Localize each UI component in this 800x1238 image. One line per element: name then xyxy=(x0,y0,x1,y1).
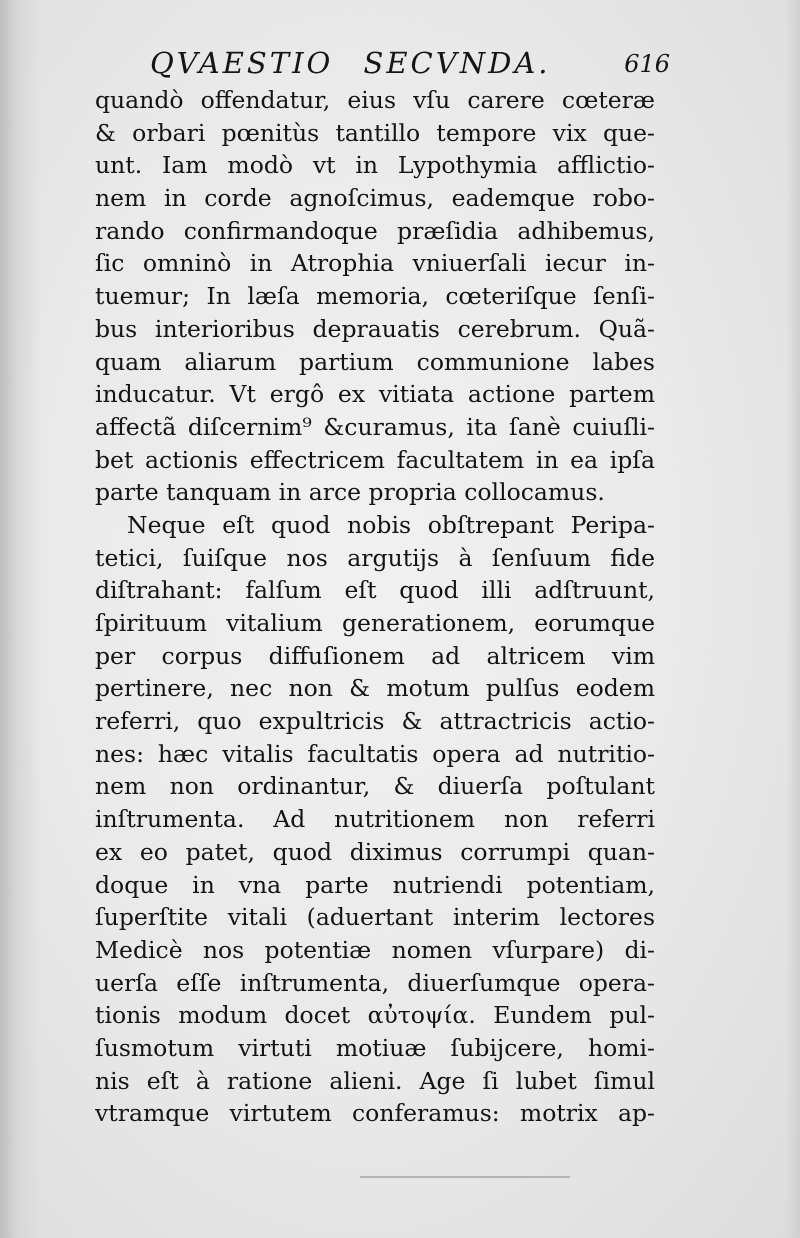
text-line: pertinere, nec non & motum pulſus eodem xyxy=(95,674,655,703)
text-line: quam aliarum partium communione labes xyxy=(95,347,655,376)
text-line: ſic omninò in Atrophia vniuerſali iecur in- xyxy=(95,249,655,278)
body-text xyxy=(95,84,655,1130)
gutter-shadow xyxy=(0,0,42,1238)
text-line: tuemur; In læſa memoria, cœteriſque ſenſi- xyxy=(95,282,655,311)
text-line: uerſa eſſe inſtrumenta, diuerſumque opera- xyxy=(95,968,655,997)
text-line: Medicè nos potentiæ nomen vſurpare) di- xyxy=(95,935,655,964)
text-line: nem in corde agnoſcimus, eademque robo- xyxy=(95,184,655,213)
text-line: tetici, ſuiſque nos argutijs à ſenſuum fide xyxy=(95,543,655,572)
edge-shadow xyxy=(786,0,800,1238)
text-line: doque in vna parte nutriendi potentiam, xyxy=(95,870,655,899)
running-head: QVAESTIO SECVNDA. xyxy=(150,46,551,80)
text-line: ſpirituum vitalium generationem, eorumque xyxy=(95,609,655,637)
text-line: rando confirmandoque præſidia adhibemus, xyxy=(95,216,655,245)
text-line: vtramque virtutem conferamus: motrix ap- xyxy=(95,1099,655,1128)
text-line: & orbari pœnitùs tantillo tempore vix que- xyxy=(95,118,655,147)
text-line: ex eo patet, quod diximus corrumpi quan- xyxy=(95,837,655,866)
text-line: inducatur. Vt ergô ex vitiata actione partem xyxy=(95,380,655,409)
text-line: nis eſt à ratione alieni. Age ſi lubet ſimul xyxy=(95,1066,655,1095)
text-line: referri, quo expultricis & attractricis actio- xyxy=(95,707,655,736)
text-line: inſtrumenta. Ad nutritionem non referri xyxy=(95,805,655,834)
text-line: bus interioribus deprauatis cerebrum. Quã- xyxy=(95,314,655,343)
text-line: diſtrahant: falſum eſt quod illi adſtruunt, xyxy=(95,576,655,605)
text-line: affectã diſcernim⁹ &curamus, ita ſanè cuiuſli- xyxy=(95,412,655,441)
text-line: ſusmotum virtuti motiuæ ſubijcere, homi- xyxy=(95,1033,655,1062)
bottom-rule xyxy=(360,1176,570,1178)
page-header xyxy=(150,40,670,88)
text-line: quandò offendatur, eius vſu carere cœteræ xyxy=(95,86,655,114)
text-line: ſuperſtite vitali (aduertant interim lectores xyxy=(95,903,655,932)
text-line: nem non ordinantur, & diuerſa poſtulant xyxy=(95,772,655,801)
text-line: tionis modum docet αὐτοψία. Eundem pul- xyxy=(95,1001,655,1030)
paragraph-start-line: Neque eſt quod nobis obſtrepant Peripa- xyxy=(127,510,655,539)
page-number: 616 xyxy=(624,50,670,78)
paragraph-end-line: parte tanquam in arce propria collocamus. xyxy=(95,478,605,507)
text-line: unt. Iam modò vt in Lypothymia afflictio- xyxy=(95,151,655,180)
text-line: per corpus diffuſionem ad altricem vim xyxy=(95,641,655,670)
text-line: bet actionis effectricem facultatem in ea ipſa xyxy=(95,445,655,474)
text-line: nes: hæc vitalis facultatis opera ad nutritio- xyxy=(95,739,655,768)
